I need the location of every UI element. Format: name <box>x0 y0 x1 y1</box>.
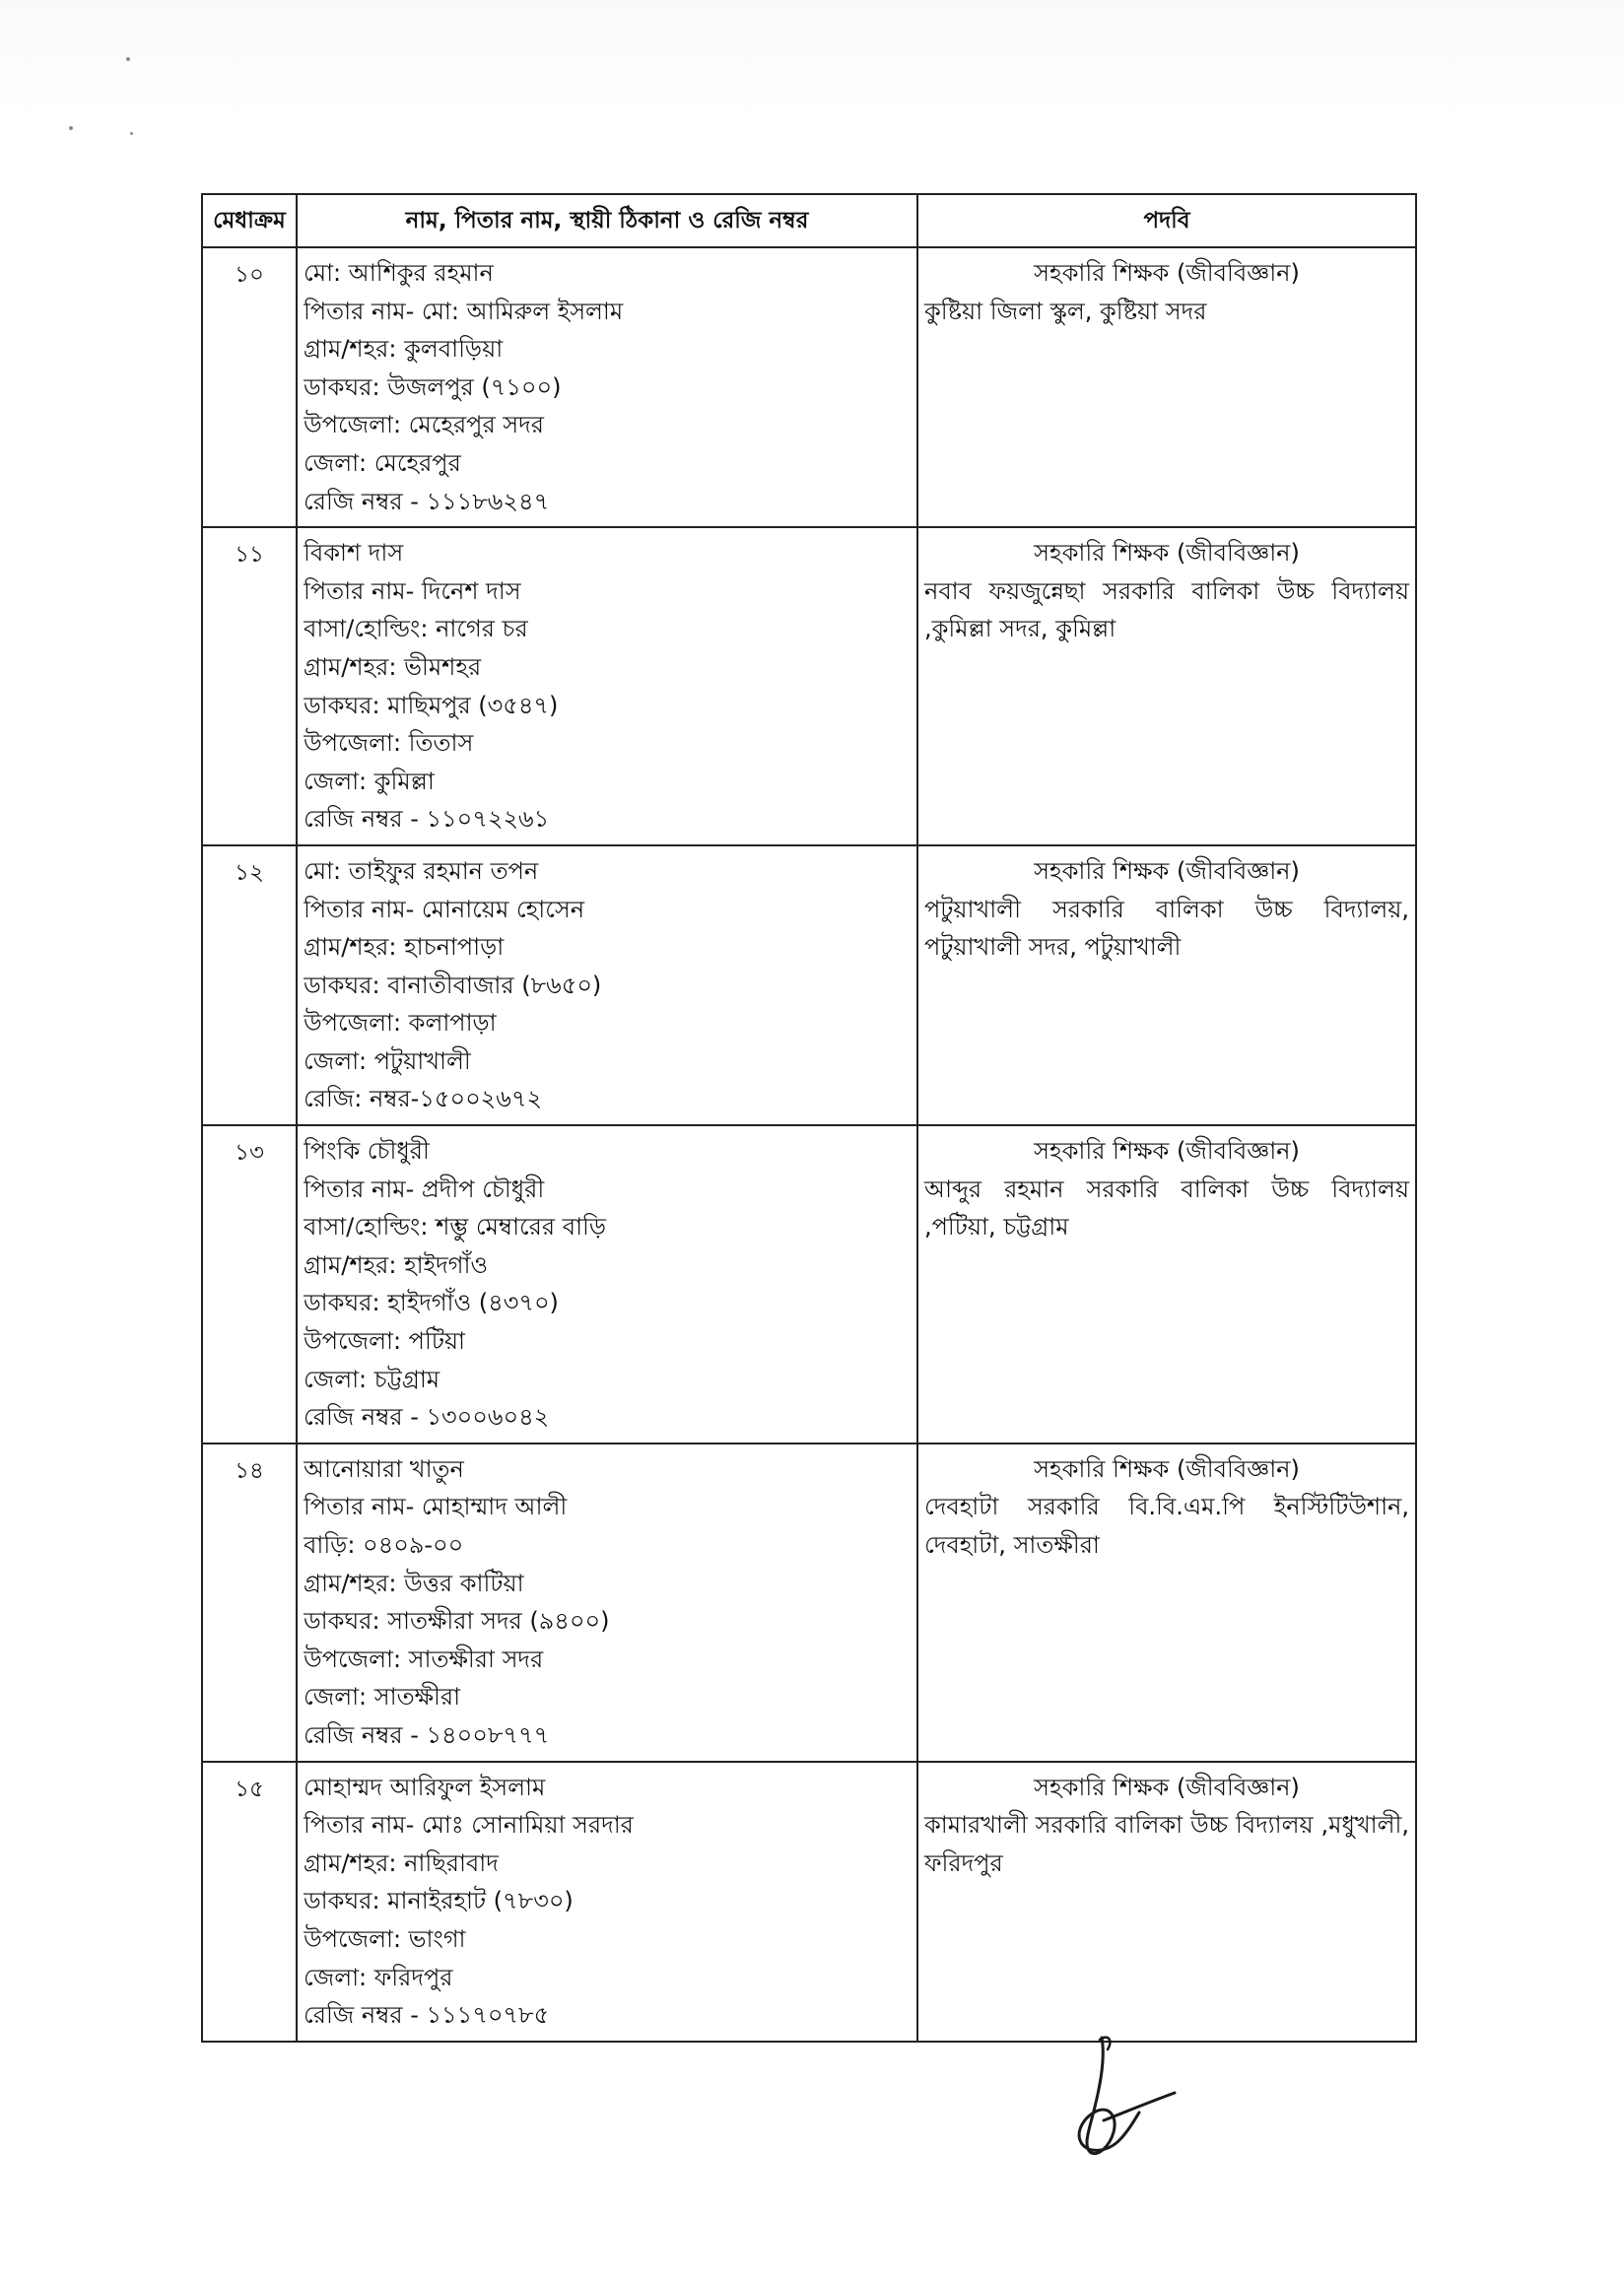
post-cell <box>917 845 1416 1125</box>
post-cell <box>917 1444 1416 1762</box>
candidate-detail-line: গ্রাম/শহর: ভীমশহর <box>304 652 482 681</box>
header-serial: মেধাক্রম <box>202 194 297 247</box>
candidate-name: আনোয়ারা খাতুন <box>304 1454 464 1483</box>
post-title: সহকারি শিক্ষক (জীববিজ্ঞান) <box>1034 1773 1300 1801</box>
table-row <box>202 527 1416 845</box>
merit-serial: ১২ <box>202 845 297 1125</box>
scan-speck <box>126 57 130 61</box>
scan-speck <box>130 132 133 135</box>
school-name: দেবহাটা সরকারি বি.বি.এম.পি ইনস্টিটিউশান, দেবহাটা, সাতক্ষীরা <box>924 1493 1409 1559</box>
candidate-detail-line: বাড়ি: ০৪০৯-০০ <box>304 1531 464 1559</box>
post-cell <box>917 1125 1416 1444</box>
candidate-detail-line: গ্রাম/শহর: হাচনাপাড়া <box>304 933 505 962</box>
candidate-detail-line: উপজেলা: সাতক্ষীরা সদর <box>304 1645 544 1673</box>
candidate-detail-line: উপজেলা: তিতাস <box>304 729 474 758</box>
school-name: কামারখালী সরকারি বালিকা উচ্চ বিদ্যালয় ,মধুখালী, ফরিদপুর <box>924 1811 1409 1877</box>
school-name: নবাব ফয়জুন্নেছা সরকারি বালিকা উচ্চ বিদ্যালয় ,কুমিল্লা সদর, কুমিল্লা <box>924 576 1409 643</box>
candidate-detail-line: জেলা: মেহেরপুর <box>304 448 461 477</box>
candidate-detail-line: উপজেলা: মেহেরপুর সদর <box>304 411 544 439</box>
candidate-detail-line: জেলা: ফরিদপুর <box>304 1963 453 1991</box>
candidate-detail-line: ডাকঘর: মানাইরহাট (৭৮৩০) <box>304 1887 574 1915</box>
candidate-details <box>297 527 917 845</box>
candidate-detail-line: ডাকঘর: সাতক্ষীরা সদর (৯৪০০) <box>304 1607 610 1636</box>
candidate-detail-line: ডাকঘর: উজলপুর (৭১০০) <box>304 372 562 401</box>
merit-serial: ১৩ <box>202 1125 297 1444</box>
table-row <box>202 247 1416 527</box>
post-cell <box>917 527 1416 845</box>
candidate-detail-line: বাসা/হোল্ডিং: নাগের চর <box>304 615 528 643</box>
candidate-detail-line: জেলা: সাতক্ষীরা <box>304 1683 461 1712</box>
merit-serial: ১৪ <box>202 1444 297 1762</box>
candidate-detail-line: রেজি নম্বর - ১১১৭০৭৮৫ <box>304 2001 550 2030</box>
candidate-detail-line: রেজি নম্বর - ১৪০০৮৭৭৭ <box>304 1720 550 1749</box>
candidate-detail-line: জেলা: চট্টগ্রাম <box>304 1365 440 1393</box>
candidate-detail-line: পিতার নাম- মো: আমিরুল ইসলাম <box>304 297 624 325</box>
candidate-detail-line: ডাকঘর: হাইদগাঁও (৪৩৭০) <box>304 1289 559 1317</box>
merit-list-table <box>201 193 1417 2043</box>
post-title: সহকারি শিক্ষক (জীববিজ্ঞান) <box>1034 259 1300 287</box>
candidate-detail-line: পিতার নাম- মোহাম্মাদ আলী <box>304 1493 568 1521</box>
candidate-details <box>297 1444 917 1762</box>
post-cell <box>917 247 1416 527</box>
candidate-detail-line: রেজি নম্বর - ১১১৮৬২৪৭ <box>304 487 550 515</box>
scan-speck <box>69 126 73 130</box>
candidate-detail-line: উপজেলা: পটিয়া <box>304 1327 465 1356</box>
candidate-name: পিংকি চৌধুরী <box>304 1137 430 1166</box>
candidate-detail-line: পিতার নাম- মোনায়েম হোসেন <box>304 895 585 923</box>
candidate-detail-line: পিতার নাম- দিনেশ দাস <box>304 576 521 605</box>
candidate-detail-line: ডাকঘর: বানাতীবাজার (৮৬৫০) <box>304 971 602 999</box>
candidate-details <box>297 247 917 527</box>
candidate-name: মো: আশিকুর রহমান <box>304 259 494 287</box>
candidate-detail-line: রেজি নম্বর - ১৩০০৬০৪২ <box>304 1403 550 1432</box>
candidate-detail-line: উপজেলা: ভাংগা <box>304 1924 466 1953</box>
school-name: আব্দুর রহমান সরকারি বালিকা উচ্চ বিদ্যালয় ,পটিয়া, চট্টগ্রাম <box>924 1175 1409 1242</box>
post-cell <box>917 1762 1416 2042</box>
table-row <box>202 845 1416 1125</box>
candidate-detail-line: পিতার নাম- মোঃ সোনামিয়া সরদার <box>304 1811 634 1840</box>
candidate-name: মোহাম্মদ আরিফুল ইসলাম <box>304 1773 546 1801</box>
post-title: সহকারি শিক্ষক (জীববিজ্ঞান) <box>1034 1137 1300 1166</box>
table-header-row <box>202 194 1416 247</box>
table-row <box>202 1444 1416 1762</box>
table-row <box>202 1762 1416 2042</box>
candidate-detail-line: গ্রাম/শহর: হাইদগাঁও <box>304 1250 489 1279</box>
candidate-detail-line: গ্রাম/শহর: উত্তর কাটিয়া <box>304 1569 524 1597</box>
candidate-details <box>297 1125 917 1444</box>
table-row <box>202 1125 1416 1444</box>
candidate-detail-line: রেজি নম্বর - ১১০৭২২৬১ <box>304 805 550 834</box>
post-title: সহকারি শিক্ষক (জীববিজ্ঞান) <box>1034 539 1300 568</box>
header-post: পদবি <box>917 194 1416 247</box>
candidate-detail-line: পিতার নাম- প্রদীপ চৌধুরী <box>304 1175 545 1203</box>
candidate-details <box>297 1762 917 2042</box>
header-details: নাম, পিতার নাম, স্থায়ী ঠিকানা ও রেজি নম্বর <box>297 194 917 247</box>
school-name: কুষ্টিয়া জিলা স্কুল, কুষ্টিয়া সদর <box>924 297 1207 325</box>
post-title: সহকারি শিক্ষক (জীববিজ্ঞান) <box>1034 856 1300 885</box>
merit-serial: ১০ <box>202 247 297 527</box>
candidate-detail-line: জেলা: কুমিল্লা <box>304 767 435 795</box>
post-title: সহকারি শিক্ষক (জীববিজ্ঞান) <box>1034 1454 1300 1483</box>
candidate-detail-line: জেলা: পটুয়াখালী <box>304 1046 471 1075</box>
merit-serial: ১৫ <box>202 1762 297 2042</box>
handwritten-signature-icon <box>1045 2030 1183 2168</box>
candidate-detail-line: বাসা/হোল্ডিং: শম্ভু মেম্বারের বাড়ি <box>304 1213 607 1242</box>
candidate-details <box>297 845 917 1125</box>
candidate-detail-line: ডাকঘর: মাছিমপুর (৩৫৪৭) <box>304 691 559 719</box>
candidate-detail-line: রেজি: নম্বর-১৫০০২৬৭২ <box>304 1085 543 1113</box>
candidate-detail-line: গ্রাম/শহর: কুলবাড়িয়া <box>304 335 504 364</box>
school-name: পটুয়াখালী সরকারি বালিকা উচ্চ বিদ্যালয়, পটুয়াখালী সদর, পটুয়াখালী <box>924 895 1409 962</box>
candidate-name: বিকাশ দাস <box>304 539 404 568</box>
candidate-detail-line: গ্রাম/শহর: নাছিরাবাদ <box>304 1848 499 1877</box>
merit-serial: ১১ <box>202 527 297 845</box>
candidate-detail-line: উপজেলা: কলাপাড়া <box>304 1009 497 1038</box>
candidate-name: মো: তাইফুর রহমান তপন <box>304 856 539 885</box>
